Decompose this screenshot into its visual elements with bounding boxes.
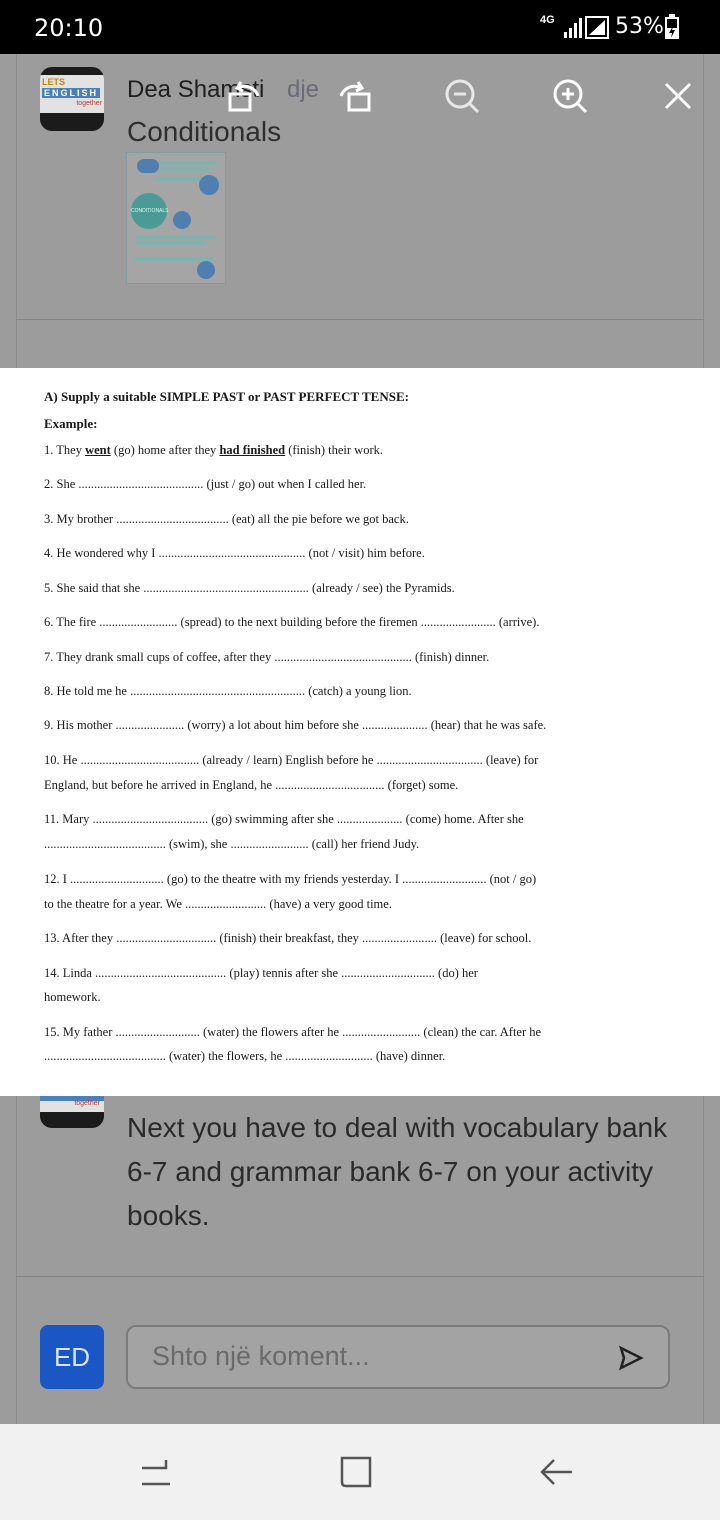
- exercise-line: 7. They drank small cups of coffee, after they ............................................ (finish) dinner.: [44, 650, 490, 664]
- exercise-line: 3. My brother .................................... (eat) all the pie before we got back.: [44, 512, 409, 526]
- author-avatar[interactable]: [40, 67, 104, 131]
- exercise-line: ....................................... (water) the flowers, he ............................ (have) dinner.: [44, 1049, 446, 1063]
- attachment-thumbnail[interactable]: [126, 152, 226, 284]
- exercise-line: 4. He wondered why I ............................................... (not / visit) him before.: [44, 546, 425, 560]
- author-avatar[interactable]: [40, 1096, 104, 1128]
- exercise-line: ....................................... (swim), she ......................... (call) her friend Judy.: [44, 837, 420, 851]
- example-label: Example:: [44, 416, 98, 431]
- status-bar: [0, 0, 720, 54]
- home-icon[interactable]: [336, 1452, 376, 1492]
- zoom-in-icon[interactable]: [546, 72, 594, 120]
- example-sentence: 1. They went (go) home after they had finished (finish) their work.: [44, 443, 383, 457]
- status-time: 20:10: [34, 14, 104, 42]
- worksheet-heading: A) Supply a suitable SIMPLE PAST or PAST PERFECT TENSE:: [44, 389, 409, 404]
- send-icon[interactable]: [618, 1345, 644, 1371]
- logo-text: together: [76, 100, 102, 107]
- exercise-line: England, but before he arrived in England, he ................................... (forget) some.: [44, 778, 459, 792]
- exercise-line: 11. Mary ..................................... (go) swimming after she ..................... (come) home. After she: [44, 812, 524, 826]
- battery-percent: 53%: [615, 14, 664, 39]
- battery-icon: [664, 14, 680, 40]
- exercise-line: 6. The fire ......................... (spread) to the next building before the firemen ........................ (arrive).: [44, 615, 540, 629]
- exercise-line: 2. She ........................................ (just / go) out when I called her.: [44, 477, 367, 491]
- logo-text: LETS: [42, 77, 66, 87]
- post-title: Conditionals: [127, 116, 282, 147]
- divider: [16, 1276, 704, 1277]
- exercise-line: 10. He ...................................... (already / learn) English before he .................................. (leave) for: [44, 753, 539, 767]
- navigation-bar: [0, 1424, 720, 1520]
- user-avatar[interactable]: ED: [40, 1325, 104, 1389]
- worksheet-image[interactable]: [0, 368, 720, 1096]
- exercise-line: 9. His mother ...................... (worry) a lot about him before she ..................... (hear) that he was safe.: [44, 718, 547, 732]
- exercise-line: 12. I .............................. (go) to the theatre with my friends yesterday. I ........................... (not / go): [44, 872, 537, 886]
- post-author: Dea Shamsti: [127, 76, 265, 103]
- logo-text: together: [74, 1100, 100, 1107]
- back-icon[interactable]: [536, 1452, 576, 1492]
- post-body: Next you have to deal with vocabulary bank 6-7 and grammar bank 6-7 on your activity books.: [127, 1112, 668, 1231]
- comment-box[interactable]: [126, 1325, 670, 1389]
- signal-icon: [562, 14, 612, 40]
- exercise-line: to the theatre for a year. We .......................... (have) a very good time.: [44, 897, 392, 911]
- exercise-line: 14. Linda .......................................... (play) tennis after she .............................. (do) her: [44, 966, 478, 980]
- exercise-line: 15. My father ........................... (water) the flowers after he ......................... (clean) the car. After he: [44, 1025, 542, 1039]
- divider: [16, 319, 704, 320]
- rotate-left-icon[interactable]: [220, 72, 268, 120]
- exercise-line: 5. She said that she ..................................................... (already / see) the Pyramids.: [44, 581, 455, 595]
- exercise-line: 8. He told me he ........................................................ (catch) a young lion.: [44, 684, 412, 698]
- exercise-line: 13. After they ................................ (finish) their breakfast, they ........................ (leave) for school.: [44, 931, 532, 945]
- recent-apps-icon[interactable]: [136, 1452, 176, 1492]
- rotate-right-icon[interactable]: [331, 72, 379, 120]
- logo-text: ENGLISH: [44, 88, 99, 98]
- zoom-out-icon[interactable]: [438, 72, 486, 120]
- exercise-line: homework.: [44, 990, 101, 1004]
- post-time: dje: [287, 76, 320, 103]
- network-type: 4G: [540, 14, 555, 26]
- comment-input[interactable]: [152, 1341, 592, 1372]
- thumbnail-label: CONDITIONALS: [131, 193, 167, 229]
- close-icon[interactable]: [654, 72, 702, 120]
